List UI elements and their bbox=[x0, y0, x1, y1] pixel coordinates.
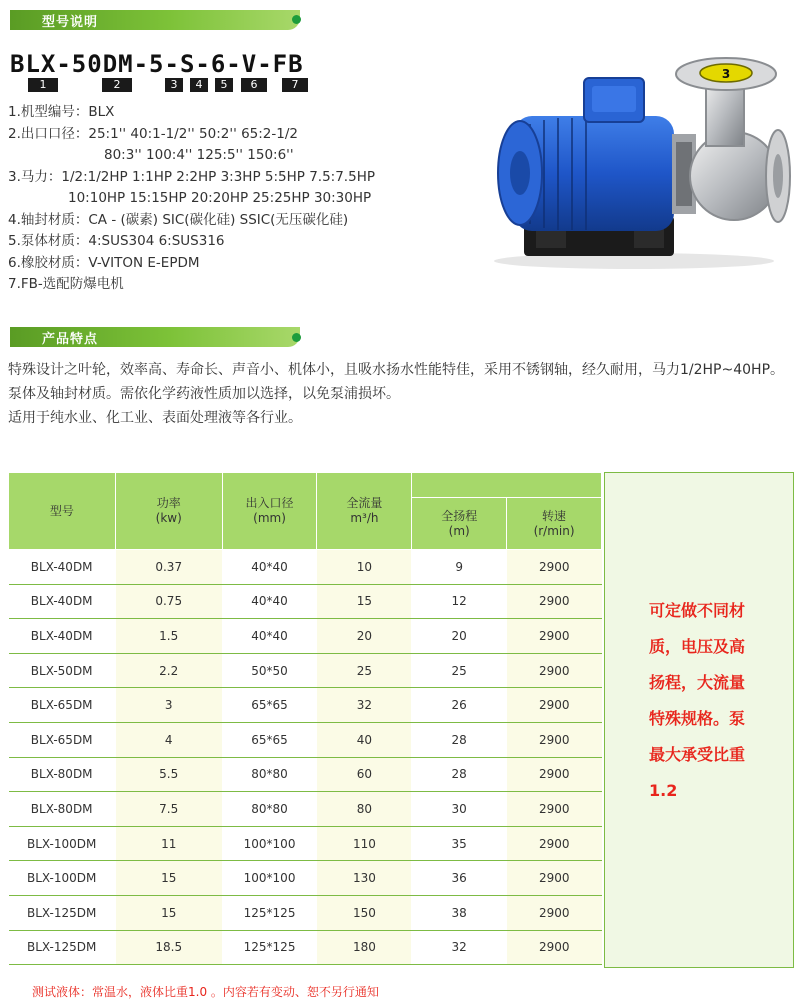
spec-line: 3.马力：1/2:1/2HP 1:1HP 2:2HP 3:3HP 5:5HP 7.5:7.5HP bbox=[8, 168, 375, 185]
header-power: 功率 (kw) bbox=[115, 473, 222, 550]
table-row bbox=[9, 826, 602, 861]
spec-table bbox=[8, 472, 602, 965]
header-model: 型号 bbox=[9, 473, 116, 550]
table-cell: 25 bbox=[412, 653, 507, 688]
table-cell: BLX-100DM bbox=[9, 826, 116, 861]
table-cell: BLX-65DM bbox=[9, 688, 116, 723]
table-row bbox=[9, 688, 602, 723]
table-row bbox=[9, 757, 602, 792]
table-cell: 1.5 bbox=[115, 619, 222, 654]
header-head: 全扬程 (m) bbox=[412, 498, 507, 550]
table-cell: 80 bbox=[317, 792, 412, 827]
table-cell: 15 bbox=[317, 584, 412, 619]
header-speed: 转速 (r/min) bbox=[507, 498, 602, 550]
header-port: 出入口径 (mm) bbox=[222, 473, 317, 550]
table-cell: 100*100 bbox=[222, 861, 317, 896]
model-code: BLX-50DM-5-S-6-V-FB bbox=[10, 50, 304, 78]
table-cell: 28 bbox=[412, 757, 507, 792]
table-row bbox=[9, 584, 602, 619]
table-cell: 26 bbox=[412, 688, 507, 723]
spec-line: 1.机型编号：BLX bbox=[8, 104, 115, 120]
table-row bbox=[9, 550, 602, 585]
table-cell: 11 bbox=[115, 826, 222, 861]
spec-line: 7.FB-选配防爆电机 bbox=[8, 276, 124, 292]
table-cell: 125*125 bbox=[222, 930, 317, 965]
table-cell: 40*40 bbox=[222, 619, 317, 654]
table-cell: 20 bbox=[412, 619, 507, 654]
table-cell: BLX-40DM bbox=[9, 619, 116, 654]
table-cell: BLX-40DM bbox=[9, 584, 116, 619]
custom-order-note bbox=[604, 472, 794, 968]
table-cell: 28 bbox=[412, 722, 507, 757]
features-paragraph: 泵体及轴封材质。需依化学药液性质加以选择，以免泵浦损坏。 bbox=[8, 386, 400, 402]
table-cell: 110 bbox=[317, 826, 412, 861]
model-section-title: 型号说明 bbox=[42, 15, 99, 30]
table-cell: 180 bbox=[317, 930, 412, 965]
table-cell: 4 bbox=[115, 722, 222, 757]
table-cell: 25 bbox=[317, 653, 412, 688]
footnote: 测试液体：常温水，液体比重1.0 。内容若有变动、恕不另行通知 bbox=[32, 985, 379, 999]
table-cell: 150 bbox=[317, 895, 412, 930]
table-cell: 130 bbox=[317, 861, 412, 896]
custom-order-text: 可定做不同材质，电压及高扬程，大流量特殊规格。泵最大承受比重1.2 bbox=[649, 601, 746, 800]
pump-image bbox=[484, 56, 794, 276]
header-group bbox=[412, 473, 602, 498]
table-cell: 40*40 bbox=[222, 584, 317, 619]
spec-line: 4.轴封材质：CA - (碳素) SIC(碳化硅) SSIC(无压碳化硅) bbox=[8, 211, 349, 228]
table-row bbox=[9, 722, 602, 757]
table-row bbox=[9, 861, 602, 896]
code-tag-7: 7 bbox=[282, 78, 308, 92]
table-cell: 65*65 bbox=[222, 688, 317, 723]
features-paragraph: 适用于纯水业、化工业、表面处理液等各行业。 bbox=[8, 410, 302, 426]
table-cell: 40*40 bbox=[222, 550, 317, 585]
table-cell: 2900 bbox=[507, 584, 602, 619]
table-cell: 2900 bbox=[507, 792, 602, 827]
table-cell: 2900 bbox=[507, 757, 602, 792]
features-text bbox=[8, 358, 794, 430]
code-tag-3: 3 bbox=[165, 78, 183, 92]
table-cell: 80*80 bbox=[222, 792, 317, 827]
table-cell: 2900 bbox=[507, 722, 602, 757]
model-spec-list bbox=[8, 102, 468, 296]
table-cell: 7.5 bbox=[115, 792, 222, 827]
table-row bbox=[9, 895, 602, 930]
features-section-header bbox=[10, 327, 300, 347]
code-tag-4: 4 bbox=[190, 78, 208, 92]
table-cell: 2.2 bbox=[115, 653, 222, 688]
table-cell: BLX-125DM bbox=[9, 895, 116, 930]
table-cell: 32 bbox=[317, 688, 412, 723]
table-cell: 2900 bbox=[507, 550, 602, 585]
table-cell: 38 bbox=[412, 895, 507, 930]
table-cell: 10 bbox=[317, 550, 412, 585]
table-cell: 2900 bbox=[507, 930, 602, 965]
table-cell: 2900 bbox=[507, 861, 602, 896]
section-dot-icon bbox=[292, 15, 301, 24]
table-row bbox=[9, 653, 602, 688]
table-cell: 30 bbox=[412, 792, 507, 827]
code-tag-2: 2 bbox=[102, 78, 132, 92]
spec-line: 6.橡胶材质：V-VITON E-EPDM bbox=[8, 254, 200, 271]
table-cell: 15 bbox=[115, 861, 222, 896]
code-tag-6: 6 bbox=[241, 78, 267, 92]
table-cell: 2900 bbox=[507, 895, 602, 930]
table-cell: 50*50 bbox=[222, 653, 317, 688]
table-row bbox=[9, 619, 602, 654]
table-cell: 2900 bbox=[507, 688, 602, 723]
spec-line: 5.泵体材质：4:SUS304 6:SUS316 bbox=[8, 233, 225, 249]
spec-line: 10:10HP 15:15HP 20:20HP 25:25HP 30:30HP bbox=[68, 190, 372, 206]
table-row bbox=[9, 792, 602, 827]
table-cell: 0.75 bbox=[115, 584, 222, 619]
table-cell: 36 bbox=[412, 861, 507, 896]
table-cell: BLX-80DM bbox=[9, 757, 116, 792]
table-cell: BLX-40DM bbox=[9, 550, 116, 585]
table-cell: 2900 bbox=[507, 619, 602, 654]
code-tag-1: 1 bbox=[28, 78, 58, 92]
table-cell: 65*65 bbox=[222, 722, 317, 757]
table-cell: 5.5 bbox=[115, 757, 222, 792]
table-cell: 40 bbox=[317, 722, 412, 757]
table-cell: 100*100 bbox=[222, 826, 317, 861]
table-cell: 0.37 bbox=[115, 550, 222, 585]
table-cell: 18.5 bbox=[115, 930, 222, 965]
table-cell: 12 bbox=[412, 584, 507, 619]
code-tag-5: 5 bbox=[215, 78, 233, 92]
table-cell: 80*80 bbox=[222, 757, 317, 792]
table-cell: BLX-65DM bbox=[9, 722, 116, 757]
model-section-header bbox=[10, 10, 300, 30]
spec-line: 2.出口口径：25:1'' 40:1-1/2'' 50:2'' 65:2-1/2 bbox=[8, 125, 298, 142]
section-dot-icon bbox=[292, 333, 301, 342]
header-flow: 全流量 m³/h bbox=[317, 473, 412, 550]
table-row bbox=[9, 930, 602, 965]
table-cell: 35 bbox=[412, 826, 507, 861]
table-cell: 3 bbox=[115, 688, 222, 723]
spec-table-body bbox=[9, 550, 602, 965]
table-cell: 60 bbox=[317, 757, 412, 792]
table-cell: 32 bbox=[412, 930, 507, 965]
table-cell: 2900 bbox=[507, 653, 602, 688]
table-cell: BLX-80DM bbox=[9, 792, 116, 827]
spec-line: 80:3'' 100:4'' 125:5'' 150:6'' bbox=[104, 147, 294, 163]
table-cell: 15 bbox=[115, 895, 222, 930]
features-paragraph: 特殊设计之叶轮，效率高、寿命长、声音小、机体小，且吸水扬水性能特佳，采用不锈钢轴，经久耐用，马力1/2HP~40HP。 bbox=[8, 362, 785, 378]
table-cell: BLX-125DM bbox=[9, 930, 116, 965]
features-section-title: 产品特点 bbox=[42, 332, 99, 347]
table-cell: 20 bbox=[317, 619, 412, 654]
table-cell: 125*125 bbox=[222, 895, 317, 930]
table-cell: BLX-100DM bbox=[9, 861, 116, 896]
table-cell: BLX-50DM bbox=[9, 653, 116, 688]
table-cell: 2900 bbox=[507, 826, 602, 861]
table-cell: 9 bbox=[412, 550, 507, 585]
pump-flange-label: 3 bbox=[721, 67, 731, 81]
